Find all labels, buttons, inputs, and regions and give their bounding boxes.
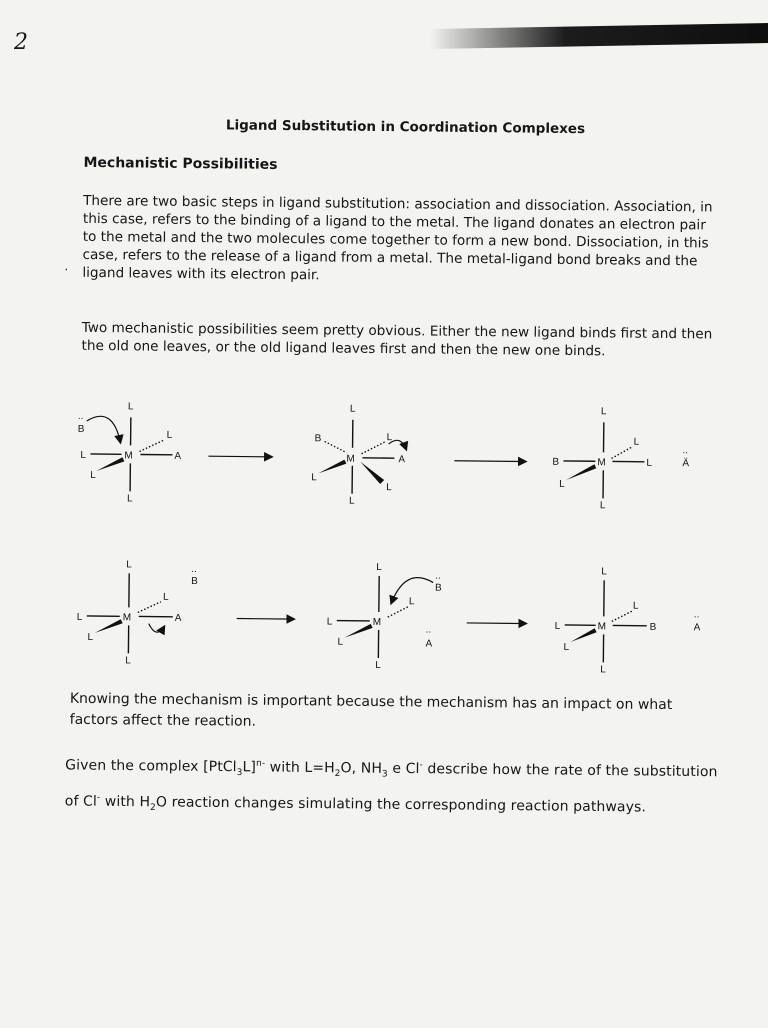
label-L: L xyxy=(386,482,392,493)
label-B: B xyxy=(191,576,198,587)
complex-5-intermediate xyxy=(326,561,442,671)
label-B: B xyxy=(552,457,559,468)
label-M: M xyxy=(346,454,354,465)
label-L: L xyxy=(90,470,96,481)
lone-pair-dots: .. xyxy=(78,411,84,422)
label-L: L xyxy=(80,450,86,461)
lone-pair-dots: .. xyxy=(435,571,441,582)
label-L: L xyxy=(409,596,415,607)
label-L: L xyxy=(375,660,381,671)
lone-pair-dots: .. xyxy=(191,564,197,575)
label-L: L xyxy=(600,664,606,675)
label-A: A xyxy=(398,454,405,465)
lone-pair-dots: .. xyxy=(426,624,432,635)
label-B: B xyxy=(315,433,322,444)
mechanism-row-2 xyxy=(0,558,767,696)
label-B: B xyxy=(650,622,657,633)
label-L: L xyxy=(634,437,640,448)
label-L: L xyxy=(646,458,652,469)
label-L: L xyxy=(163,592,169,603)
label-L: L xyxy=(311,472,317,483)
label-A: A xyxy=(174,451,181,462)
label-L: L xyxy=(633,601,639,612)
lone-pair-dots: .. xyxy=(694,609,700,620)
label-L: L xyxy=(125,655,131,666)
label-L: L xyxy=(337,637,343,648)
paragraph-importance: Knowing the mechanism is important because the mechanism has an impact on what factors affect the reaction. xyxy=(70,689,720,738)
label-L: L xyxy=(349,496,355,507)
reaction-arrow xyxy=(208,456,272,457)
label-L: L xyxy=(601,406,607,417)
reaction-arrow xyxy=(454,461,526,462)
label-L: L xyxy=(128,401,134,412)
label-L: L xyxy=(387,432,393,443)
label-L: L xyxy=(127,493,133,504)
label-L: L xyxy=(600,500,606,511)
mechanism-row-1 xyxy=(0,396,768,534)
label-M: M xyxy=(373,617,381,628)
label-L: L xyxy=(601,566,607,577)
paragraph-mechanisms: Two mechanistic possibilities seem pretty obvious. Either the new ligand binds first and then the old one leaves, or the old ligand leaves first and then the new one binds. xyxy=(82,319,722,362)
page-number: 2 xyxy=(14,30,28,55)
label-B: B xyxy=(78,424,85,435)
reaction-arrow xyxy=(467,623,527,624)
label-M: M xyxy=(598,621,606,632)
label-L: L xyxy=(350,404,356,415)
complex-2-intermediate xyxy=(311,403,407,507)
section-heading: Mechanistic Possibilities xyxy=(83,155,277,173)
label-L: L xyxy=(167,430,173,441)
label-L: L xyxy=(87,632,93,643)
label-L: L xyxy=(563,642,569,653)
label-L: L xyxy=(77,612,83,623)
free-ligand-A: A xyxy=(694,622,701,633)
margin-mark: · xyxy=(64,263,68,277)
page-title: Ligand Substitution in Coordination Complexes xyxy=(226,117,585,137)
complex-6-product xyxy=(554,566,701,677)
label-L: L xyxy=(126,559,132,570)
label-L: L xyxy=(555,621,561,632)
label-L: L xyxy=(559,479,565,490)
label-B: B xyxy=(435,583,442,594)
label-M: M xyxy=(123,612,131,623)
free-ligand-A: A xyxy=(425,638,432,649)
label-M: M xyxy=(124,450,132,461)
free-ligand-A: Ä xyxy=(682,457,689,469)
paragraph-association-dissociation: There are two basic steps in ligand substitution: association and dissociation. Association, in this case, refers to the binding of a ligand to the metal. The ligand donates an electron pair to the metal and the two molecules come together to form a new bond. Dissociation, in this case, refers to the release of a ligand from a metal. The metal-ligand bond breaks and the ligand leaves with its electron pair. xyxy=(82,192,723,289)
complex-1-reactant xyxy=(77,401,182,505)
label-L: L xyxy=(376,562,382,573)
question-paragraph: Given the complex [PtCl$_3$L]$^{n-}$ with $L=H_2O$, $NH_3$ e Cl- describe how the rate of the substitution of Cl- with $H_2O$ reaction changes simulating the corresponding reaction pathways. xyxy=(65,749,726,829)
label-M: M xyxy=(597,457,605,468)
reaction-arrow xyxy=(237,619,295,620)
label-A: A xyxy=(175,613,182,624)
complex-3-product xyxy=(552,406,690,512)
label-L: L xyxy=(327,616,333,627)
lone-pair-dots: .. xyxy=(682,445,688,456)
complex-4-reactant xyxy=(76,559,198,667)
